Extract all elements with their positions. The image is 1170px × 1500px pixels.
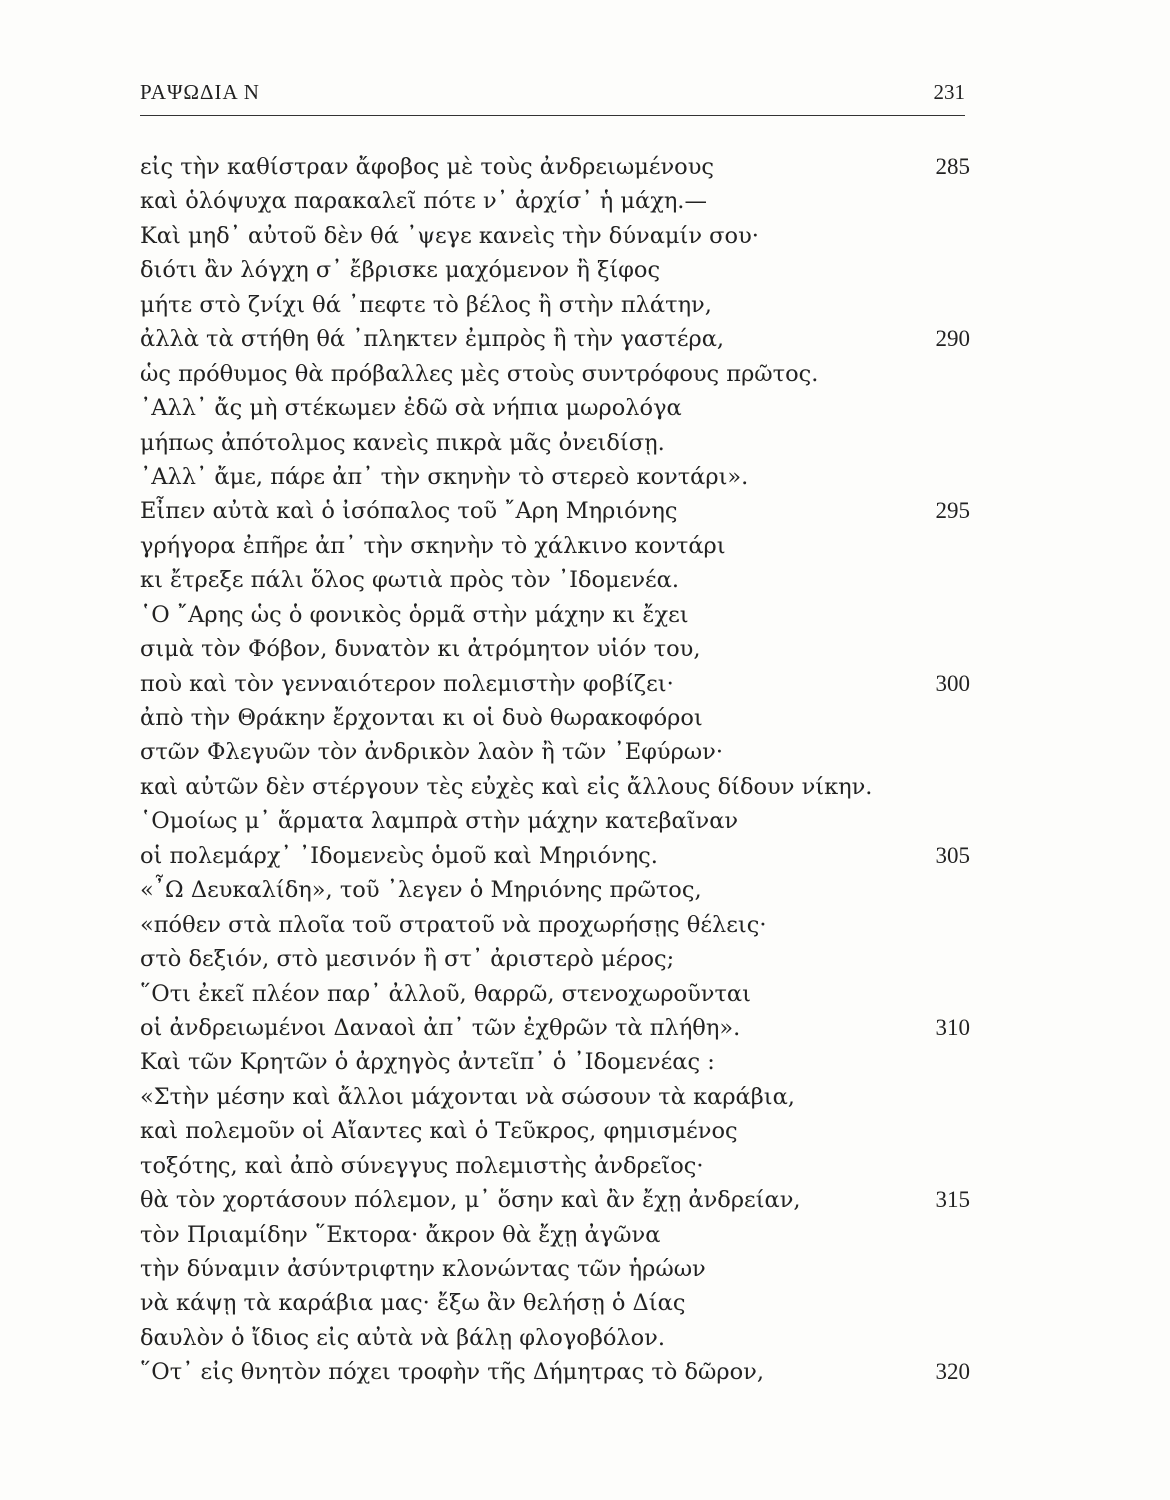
header-rule	[140, 115, 965, 116]
verse-line	[140, 1218, 970, 1252]
verse-line	[140, 1252, 970, 1286]
verse-text: «Στὴν μέσην καὶ ἄλλοι μάχονται νὰ σώσουν τὰ καράβια,	[140, 1083, 795, 1110]
verse-text: Εἶπεν αὐτὰ καὶ ὁ ἰσόπαλος τοῦ ῎Αρη Μηριόνης	[140, 498, 678, 525]
verse-text: ῞Οτι ἐκεῖ πλέον παρ᾽ ἀλλοῦ, θαρρῶ, στενοχωροῦνται	[140, 980, 751, 1007]
verse-line	[140, 701, 970, 735]
verse-line	[140, 1011, 970, 1045]
verse-text: στὸ δεξιόν, στὸ μεσινόν ἢ στ᾽ ἀριστερὸ μέρος;	[140, 946, 675, 973]
verse-line	[140, 667, 970, 701]
verse-line	[140, 219, 970, 253]
verse-line	[140, 598, 970, 632]
verse-line	[140, 942, 970, 976]
verse-line	[140, 1286, 970, 1320]
verse-text: ᾽Αλλ᾽ ἄμε, πάρε ἀπ᾽ τὴν σκηνὴν τὸ στερεὸ κοντάρι».	[140, 463, 749, 490]
line-number: 285	[935, 154, 970, 179]
verse-line	[140, 253, 970, 287]
verse-line	[140, 460, 970, 494]
verse-line	[140, 1149, 970, 1183]
verse-text: στῶν Φλεγυῶν τὸν ἀνδρικὸν λαὸν ἢ τῶν ᾽Εφύρων·	[140, 739, 723, 766]
line-number: 305	[935, 842, 970, 868]
line-number: 295	[935, 498, 970, 524]
verse-line	[140, 184, 970, 218]
verse-line	[140, 1321, 970, 1355]
verse-line	[140, 288, 970, 322]
verse-text: τὸν Πριαμίδην ῞Εκτορα· ἄκρον θὰ ἔχῃ ἀγῶνα	[140, 1221, 661, 1248]
verse-line	[140, 977, 970, 1011]
verse-text: μήπως ἀπότολμος κανεὶς πικρὰ μᾶς ὀνειδίσῃ.	[140, 429, 665, 456]
verse-text: θὰ τὸν χορτάσουν πόλεμον, μ᾽ ὅσην καὶ ἂν ἔχῃ ἀνδρείαν,	[140, 1187, 801, 1214]
line-number: 290	[935, 326, 970, 352]
verse-text: Καὶ μηδ᾽ αὐτοῦ δὲν θά ᾽ψεγε κανεὶς τὴν δύναμίν σου·	[140, 222, 759, 249]
running-header	[140, 80, 965, 110]
verse-text: καὶ ὁλόψυχα παρακαλεῖ πότε ν᾽ ἀρχίσ᾽ ἡ μάχη.—	[140, 188, 707, 215]
verse-line	[140, 1045, 970, 1079]
verse-line	[140, 839, 970, 873]
verse-line	[140, 426, 970, 460]
verse-text: ἀπὸ τὴν Θράκην ἔρχονται κι οἱ δυὸ θωρακοφόροι	[140, 705, 703, 731]
line-number: 310	[935, 1014, 970, 1040]
verse-text: «πόθεν στὰ πλοῖα τοῦ στρατοῦ νὰ προχωρήσῃς θέλεις·	[140, 911, 767, 938]
verse-text: ὡς πρόθυμος θὰ πρόβαλλες μὲς στοὺς συντρόφους πρῶτος.	[140, 360, 819, 387]
verse-text: ῾Ομοίως μ᾽ ἅρματα λαμπρὰ στὴν μάχην κατεβαῖναν	[140, 808, 739, 835]
line-number: 315	[935, 1187, 970, 1213]
verse-text: ᾽Αλλ᾽ ἄς μὴ στέκωμεν ἐδῶ σὰ νήπια μωρολόγα	[140, 395, 682, 422]
running-title: ΡΑΨΩΔΙΑ Ν	[140, 80, 260, 104]
verse-text: «῏Ω Δευκαλίδη», τοῦ ᾽λεγεν ὁ Μηριόνης πρῶτος,	[140, 877, 702, 904]
line-number: 320	[935, 1359, 970, 1385]
verse-line	[140, 563, 970, 597]
verse-text: Καὶ τῶν Κρητῶν ὁ ἀρχηγὸς ἀντεῖπ᾽ ὁ ᾽Ιδομενέας :	[140, 1049, 715, 1076]
verse-text: ἀλλὰ τὰ στήθη θά ᾽πληκτεν ἐμπρὸς ἢ τὴν γαστέρα,	[140, 326, 725, 353]
verse-text: οἱ ἀνδρειωμένοι Δαναοὶ ἀπ᾽ τῶν ἐχθρῶν τὰ πλήθη».	[140, 1014, 741, 1041]
verse-line	[140, 494, 970, 528]
verse-text: εἰς τὴν καθίστραν ἄφοβος μὲ τοὺς ἀνδρειωμένους	[140, 154, 715, 180]
page-number: 231	[933, 80, 965, 104]
verse-line	[140, 804, 970, 838]
verse-text: δαυλὸν ὁ ἴδιος εἰς αὐτὰ νὰ βάλῃ φλογοβόλον.	[140, 1324, 666, 1351]
verse-text: ποὺ καὶ τὸν γενναιότερον πολεμιστὴν φοβίζει·	[140, 670, 674, 697]
verse-line	[140, 357, 970, 391]
verse-text: κι ἔτρεξε πάλι ὅλος φωτιὰ πρὸς τὸν ᾽Ιδομενέα.	[140, 567, 680, 594]
verse-line	[140, 1183, 970, 1217]
verse-text: ῞Οτ᾽ εἰς θνητὸν πόχει τροφὴν τῆς Δήμητρας τὸ δῶρον,	[140, 1359, 764, 1386]
verse-line	[140, 1114, 970, 1148]
verse-text: τοξότης, καὶ ἀπὸ σύνεγγυς πολεμιστὴς ἀνδρεῖος·	[140, 1152, 704, 1179]
verse-text: καὶ αὐτῶν δὲν στέργουν τὲς εὐχὲς καὶ εἰς ἄλλους δίδουν νίκην.	[140, 773, 873, 800]
verse-line	[140, 735, 970, 769]
verse-text: ῾Ο ῎Αρης ὡς ὁ φονικὸς ὁρμᾶ στὴν μάχην κι ἔχει	[140, 601, 689, 628]
verse-line	[140, 770, 970, 804]
verse-line	[140, 1355, 970, 1389]
verse-block	[140, 150, 970, 1390]
verse-line	[140, 908, 970, 942]
verse-text: οἱ πολεμάρχ᾽ ᾽Ιδομενεὺς ὁμοῦ καὶ Μηριόνης.	[140, 842, 658, 869]
verse-line	[140, 632, 970, 666]
verse-line	[140, 391, 970, 425]
verse-text: διότι ἂν λόγχη σ᾽ ἔβρισκε μαχόμενον ἢ ξίφος	[140, 257, 661, 284]
verse-line	[140, 1080, 970, 1114]
verse-text: νὰ κάψῃ τὰ καράβια μας· ἔξω ἂν θελήσῃ ὁ Δίας	[140, 1290, 686, 1317]
verse-text: γρήγορα ἐπῆρε ἀπ᾽ τὴν σκηνὴν τὸ χάλκινο κοντάρι	[140, 532, 726, 559]
verse-text: μήτε στὸ ζνίχι θά ᾽πεφτε τὸ βέλος ἢ στὴν πλάτην,	[140, 291, 712, 318]
line-number: 300	[935, 670, 970, 696]
verse-line	[140, 529, 970, 563]
verse-line	[140, 150, 970, 184]
verse-line	[140, 322, 970, 356]
verse-text: τὴν δύναμιν ἀσύντριφτην κλονώντας τῶν ἡρώων	[140, 1256, 706, 1282]
verse-text: καὶ πολεμοῦν οἱ Αἴαντες καὶ ὁ Τεῦκρος, φημισμένος	[140, 1118, 738, 1145]
verse-text: σιμὰ τὸν Φόβον, δυνατὸν κι ἀτρόμητον υἱόν του,	[140, 636, 701, 663]
verse-line	[140, 873, 970, 907]
